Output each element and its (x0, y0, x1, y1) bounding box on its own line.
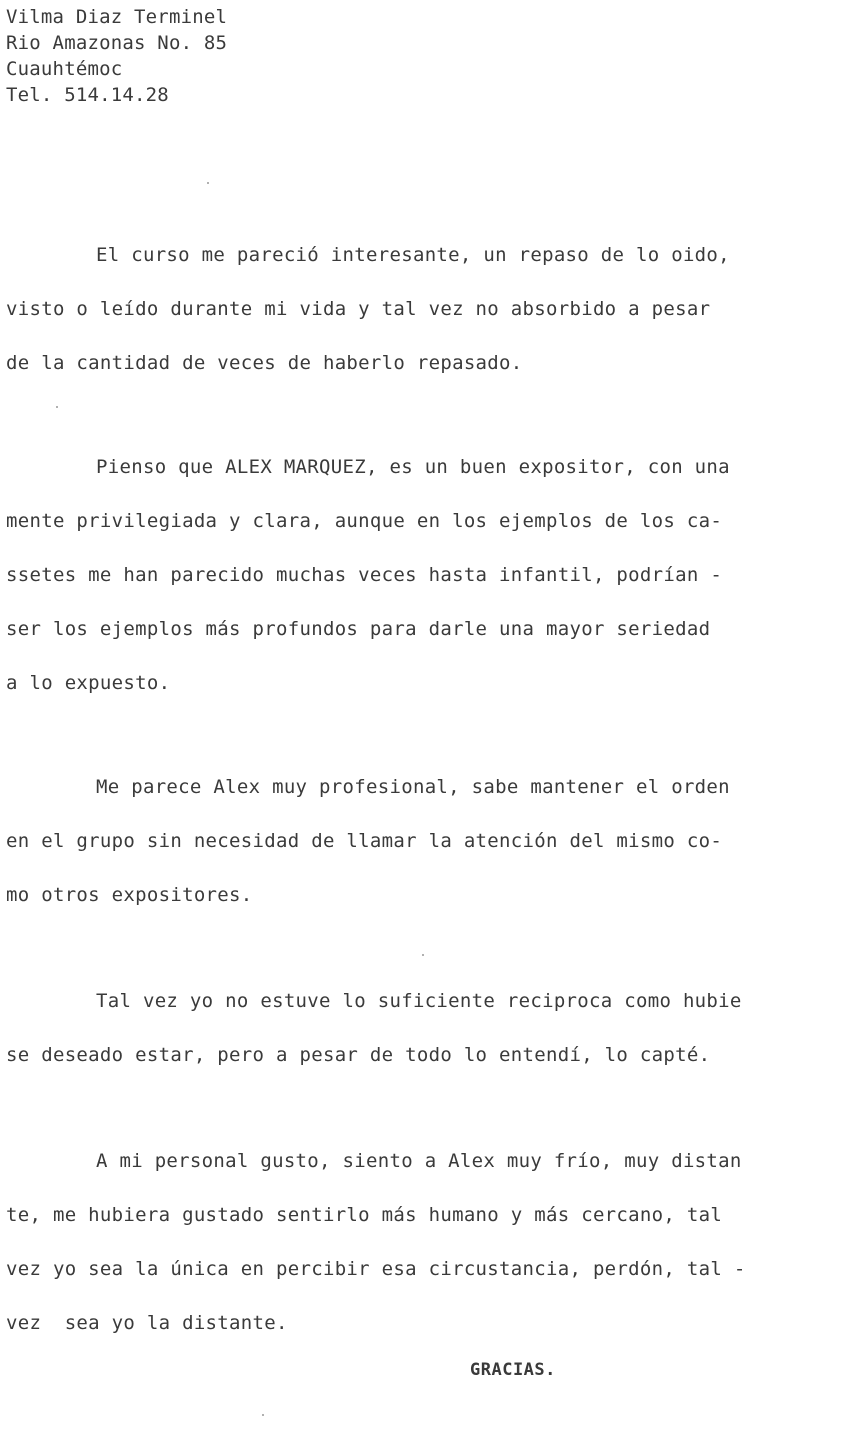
paragraph-line: ser los ejemplos más profundos para darle una mayor seriedad (6, 618, 711, 640)
closing-thanks: GRACIAS. (470, 1360, 556, 1380)
paper-speck (207, 182, 209, 184)
paragraph-line: de la cantidad de veces de haberlo repasado. (6, 352, 523, 374)
paragraph-line: A mi personal gusto, siento a Alex muy frío, muy distan (96, 1150, 742, 1172)
paper-speck (422, 954, 424, 956)
paragraph-line: en el grupo sin necesidad de llamar la atención del mismo co- (6, 830, 723, 852)
paragraph-personal-taste (6, 1134, 826, 1350)
paragraph-course-opinion (6, 228, 826, 390)
paragraph-line: Tal vez yo no estuve lo suficiente reciproca como hubie (96, 990, 742, 1012)
paragraph-line: visto o leído durante mi vida y tal vez no absorbido a pesar (6, 298, 711, 320)
paragraph-professionalism (6, 760, 826, 922)
paper-speck (56, 406, 58, 408)
sender-district: Cuauhtémoc (6, 58, 123, 80)
paragraph-line: mo otros expositores. (6, 884, 253, 906)
paragraph-self-reflection (6, 974, 826, 1082)
paper-speck (262, 1414, 264, 1416)
paragraph-line: a lo expuesto. (6, 672, 171, 694)
paragraph-line: se deseado estar, pero a pesar de todo lo entendí, lo capté. (6, 1044, 711, 1066)
paragraph-line: Me parece Alex muy profesional, sabe mantener el orden (96, 776, 730, 798)
paragraph-line: ssetes me han parecido muchas veces hasta infantil, podrían - (6, 564, 723, 586)
sender-name: Vilma Diaz Terminel (6, 6, 228, 28)
paragraph-line: te, me hubiera gustado sentirlo más humano y más cercano, tal (6, 1204, 723, 1226)
paragraph-presenter-opinion (6, 440, 826, 710)
paragraph-line: mente privilegiada y clara, aunque en los ejemplos de los ca- (6, 510, 723, 532)
sender-street: Rio Amazonas No. 85 (6, 32, 228, 54)
sender-phone: Tel. 514.14.28 (6, 84, 169, 106)
paragraph-line: El curso me pareció interesante, un repaso de lo oido, (96, 244, 730, 266)
paragraph-line: vez sea yo la distante. (6, 1312, 288, 1334)
paragraph-line: Pienso que ALEX MARQUEZ, es un buen expositor, con una (96, 456, 730, 478)
paragraph-line: vez yo sea la única en percibir esa circustancia, perdón, tal - (6, 1258, 746, 1280)
sender-address-block (6, 4, 227, 108)
